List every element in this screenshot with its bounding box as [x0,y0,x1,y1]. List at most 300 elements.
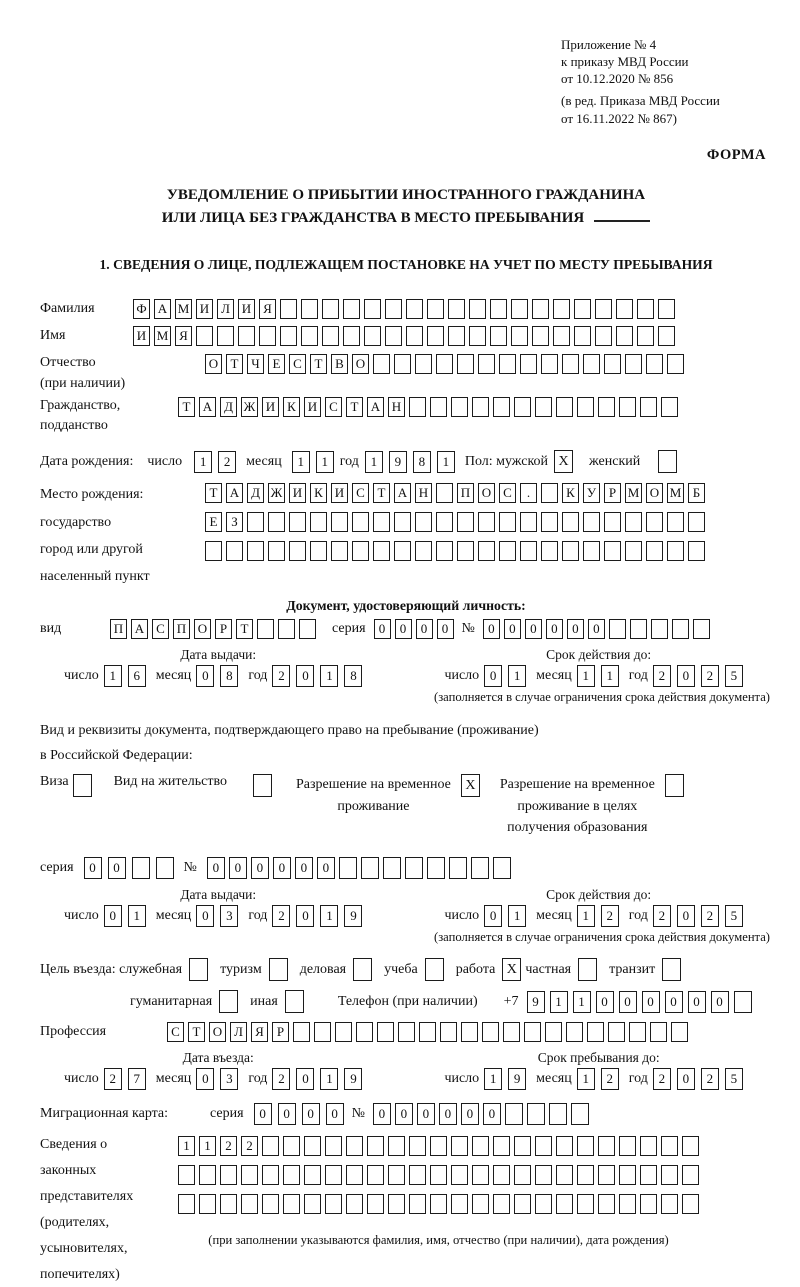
char-cell[interactable] [520,354,537,374]
char-cell[interactable] [493,397,510,417]
char-cell[interactable]: 0 [196,905,214,927]
char-cell[interactable]: А [199,397,216,417]
char-cell[interactable] [331,541,348,561]
char-cell[interactable] [661,397,678,417]
char-cell[interactable] [556,1136,573,1156]
char-cell[interactable] [156,857,174,879]
char-cell[interactable] [199,1194,216,1214]
char-cell[interactable]: И [304,397,321,417]
char-cell[interactable] [409,1165,426,1185]
char-cell[interactable] [661,1165,678,1185]
temp-residence-checkbox[interactable]: X [461,774,480,797]
char-cell[interactable] [562,541,579,561]
char-cell[interactable] [301,326,318,346]
char-cell[interactable] [322,326,339,346]
char-cell[interactable]: А [154,299,171,319]
char-cell[interactable] [574,326,591,346]
purpose-transit-checkbox[interactable] [662,958,681,981]
char-cell[interactable]: 2 [218,451,236,473]
char-cell[interactable]: 0 [84,857,102,879]
char-cell[interactable] [280,326,297,346]
char-cell[interactable] [527,1103,545,1125]
char-cell[interactable] [220,1194,237,1214]
char-cell[interactable] [262,1136,279,1156]
char-cell[interactable] [688,541,705,561]
char-cell[interactable]: 0 [688,991,706,1013]
char-cell[interactable] [343,299,360,319]
purpose-tourism-checkbox[interactable] [269,958,288,981]
char-cell[interactable] [587,1022,604,1042]
char-cell[interactable]: Я [175,326,192,346]
char-cell[interactable] [247,512,264,532]
char-cell[interactable] [299,619,316,639]
char-cell[interactable]: А [131,619,148,639]
char-cell[interactable]: А [394,483,411,503]
char-cell[interactable] [352,512,369,532]
char-cell[interactable] [335,1022,352,1042]
char-cell[interactable] [640,1194,657,1214]
char-cell[interactable] [608,1022,625,1042]
sex-male-checkbox[interactable]: X [554,450,573,473]
char-cell[interactable] [619,1136,636,1156]
char-cell[interactable]: 2 [653,1068,671,1090]
char-cell[interactable] [556,1165,573,1185]
char-cell[interactable] [394,354,411,374]
char-cell[interactable] [490,326,507,346]
char-cell[interactable] [367,1165,384,1185]
char-cell[interactable] [364,326,381,346]
char-cell[interactable] [493,1136,510,1156]
char-cell[interactable] [262,1165,279,1185]
char-cell[interactable] [472,1136,489,1156]
char-cell[interactable]: Т [373,483,390,503]
char-cell[interactable]: П [173,619,190,639]
char-cell[interactable] [427,299,444,319]
char-cell[interactable] [262,1194,279,1214]
char-cell[interactable]: 0 [416,619,433,639]
char-cell[interactable] [352,541,369,561]
char-cell[interactable] [430,1136,447,1156]
char-cell[interactable] [457,354,474,374]
char-cell[interactable]: 0 [273,857,291,879]
char-cell[interactable]: Р [604,483,621,503]
char-cell[interactable]: И [289,483,306,503]
char-cell[interactable]: 1 [601,665,619,687]
char-cell[interactable] [373,354,390,374]
char-cell[interactable]: 0 [374,619,391,639]
char-cell[interactable]: 9 [527,991,545,1013]
char-cell[interactable]: 5 [725,1068,743,1090]
char-cell[interactable] [469,299,486,319]
char-cell[interactable] [671,1022,688,1042]
char-cell[interactable]: Е [205,512,222,532]
char-cell[interactable] [427,857,445,879]
char-cell[interactable] [471,857,489,879]
char-cell[interactable] [583,541,600,561]
char-cell[interactable]: Ф [133,299,150,319]
char-cell[interactable] [430,1165,447,1185]
char-cell[interactable] [482,1022,499,1042]
char-cell[interactable]: М [625,483,642,503]
char-cell[interactable] [304,1194,321,1214]
char-cell[interactable]: 0 [567,619,584,639]
char-cell[interactable]: Ч [247,354,264,374]
char-cell[interactable]: 0 [207,857,225,879]
char-cell[interactable] [405,857,423,879]
char-cell[interactable]: 1 [550,991,568,1013]
char-cell[interactable] [346,1136,363,1156]
char-cell[interactable] [640,1165,657,1185]
char-cell[interactable] [472,397,489,417]
char-cell[interactable] [571,1103,589,1125]
char-cell[interactable] [598,397,615,417]
char-cell[interactable] [478,512,495,532]
char-cell[interactable] [325,1136,342,1156]
char-cell[interactable]: 1 [128,905,146,927]
char-cell[interactable]: О [478,483,495,503]
char-cell[interactable] [415,541,432,561]
char-cell[interactable] [541,354,558,374]
char-cell[interactable]: 0 [642,991,660,1013]
char-cell[interactable] [556,1194,573,1214]
char-cell[interactable]: 0 [483,1103,501,1125]
char-cell[interactable] [577,397,594,417]
char-cell[interactable] [511,299,528,319]
char-cell[interactable] [451,397,468,417]
char-cell[interactable]: С [499,483,516,503]
purpose-humanitarian-checkbox[interactable] [219,990,238,1013]
char-cell[interactable] [220,1165,237,1185]
char-cell[interactable] [637,299,654,319]
char-cell[interactable] [545,1022,562,1042]
char-cell[interactable] [566,1022,583,1042]
char-cell[interactable]: 5 [725,905,743,927]
edu-residence-checkbox[interactable] [665,774,684,797]
char-cell[interactable] [535,1165,552,1185]
char-cell[interactable]: Б [688,483,705,503]
char-cell[interactable]: М [154,326,171,346]
char-cell[interactable] [361,857,379,879]
char-cell[interactable] [178,1165,195,1185]
char-cell[interactable]: П [110,619,127,639]
char-cell[interactable]: А [226,483,243,503]
char-cell[interactable] [493,1194,510,1214]
char-cell[interactable] [514,1194,531,1214]
char-cell[interactable]: 7 [128,1068,146,1090]
char-cell[interactable] [301,299,318,319]
char-cell[interactable]: 2 [653,665,671,687]
char-cell[interactable]: 1 [199,1136,216,1156]
char-cell[interactable]: Т [226,354,243,374]
char-cell[interactable]: 1 [484,1068,502,1090]
char-cell[interactable]: 2 [272,665,290,687]
char-cell[interactable] [280,299,297,319]
char-cell[interactable] [549,1103,567,1125]
char-cell[interactable]: О [352,354,369,374]
purpose-other-checkbox[interactable] [285,990,304,1013]
char-cell[interactable] [595,299,612,319]
char-cell[interactable] [661,1194,678,1214]
char-cell[interactable] [289,541,306,561]
char-cell[interactable]: 1 [577,1068,595,1090]
char-cell[interactable]: 0 [439,1103,457,1125]
char-cell[interactable]: В [331,354,348,374]
char-cell[interactable]: 8 [220,665,238,687]
char-cell[interactable] [247,541,264,561]
char-cell[interactable] [304,1136,321,1156]
char-cell[interactable]: 0 [619,991,637,1013]
char-cell[interactable]: Р [272,1022,289,1042]
char-cell[interactable] [394,512,411,532]
char-cell[interactable] [577,1165,594,1185]
char-cell[interactable] [448,299,465,319]
char-cell[interactable]: О [646,483,663,503]
char-cell[interactable]: 0 [395,619,412,639]
char-cell[interactable] [430,397,447,417]
char-cell[interactable] [625,541,642,561]
char-cell[interactable]: 9 [389,451,407,473]
char-cell[interactable]: 1 [365,451,383,473]
char-cell[interactable]: К [283,397,300,417]
char-cell[interactable]: И [238,299,255,319]
char-cell[interactable]: И [196,299,213,319]
char-cell[interactable] [619,1165,636,1185]
char-cell[interactable]: Т [236,619,253,639]
char-cell[interactable] [293,1022,310,1042]
char-cell[interactable]: 0 [278,1103,296,1125]
char-cell[interactable] [661,1136,678,1156]
char-cell[interactable] [553,326,570,346]
char-cell[interactable] [651,619,668,639]
residence-permit-checkbox[interactable] [253,774,272,797]
char-cell[interactable] [436,354,453,374]
char-cell[interactable] [367,1136,384,1156]
char-cell[interactable]: 0 [302,1103,320,1125]
char-cell[interactable]: Р [215,619,232,639]
char-cell[interactable]: С [289,354,306,374]
sex-female-checkbox[interactable] [658,450,677,473]
char-cell[interactable] [325,1165,342,1185]
char-cell[interactable] [646,354,663,374]
char-cell[interactable] [304,1165,321,1185]
char-cell[interactable] [532,326,549,346]
char-cell[interactable]: 0 [461,1103,479,1125]
char-cell[interactable] [132,857,150,879]
char-cell[interactable] [667,512,684,532]
char-cell[interactable] [409,1136,426,1156]
char-cell[interactable]: И [133,326,150,346]
char-cell[interactable]: З [226,512,243,532]
char-cell[interactable] [283,1165,300,1185]
char-cell[interactable] [388,1194,405,1214]
char-cell[interactable]: С [152,619,169,639]
char-cell[interactable] [583,354,600,374]
char-cell[interactable] [419,1022,436,1042]
char-cell[interactable] [505,1103,523,1125]
purpose-private-checkbox[interactable] [578,958,597,981]
char-cell[interactable] [283,1194,300,1214]
char-cell[interactable] [406,326,423,346]
char-cell[interactable] [553,299,570,319]
char-cell[interactable] [640,1136,657,1156]
char-cell[interactable]: Д [220,397,237,417]
char-cell[interactable]: 0 [596,991,614,1013]
char-cell[interactable] [598,1194,615,1214]
char-cell[interactable]: Т [188,1022,205,1042]
char-cell[interactable]: 1 [194,451,212,473]
char-cell[interactable] [388,1165,405,1185]
char-cell[interactable] [562,354,579,374]
purpose-official-checkbox[interactable] [189,958,208,981]
char-cell[interactable] [511,326,528,346]
char-cell[interactable]: 0 [437,619,454,639]
char-cell[interactable] [562,512,579,532]
char-cell[interactable]: Т [178,397,195,417]
char-cell[interactable]: 0 [373,1103,391,1125]
char-cell[interactable] [346,1194,363,1214]
char-cell[interactable]: 0 [711,991,729,1013]
char-cell[interactable] [394,541,411,561]
char-cell[interactable] [406,299,423,319]
char-cell[interactable] [577,1136,594,1156]
char-cell[interactable] [535,1194,552,1214]
char-cell[interactable]: Ж [268,483,285,503]
char-cell[interactable] [604,354,621,374]
char-cell[interactable]: 0 [484,665,502,687]
char-cell[interactable] [478,354,495,374]
char-cell[interactable]: Т [205,483,222,503]
char-cell[interactable] [667,354,684,374]
char-cell[interactable]: 3 [220,905,238,927]
char-cell[interactable] [415,512,432,532]
char-cell[interactable] [385,299,402,319]
char-cell[interactable] [637,326,654,346]
char-cell[interactable] [205,541,222,561]
char-cell[interactable]: 2 [701,905,719,927]
char-cell[interactable] [436,483,453,503]
char-cell[interactable]: 9 [344,905,362,927]
char-cell[interactable]: 2 [701,665,719,687]
char-cell[interactable]: 0 [546,619,563,639]
char-cell[interactable] [604,512,621,532]
char-cell[interactable] [499,512,516,532]
char-cell[interactable]: Н [415,483,432,503]
char-cell[interactable]: 8 [413,451,431,473]
char-cell[interactable]: 1 [104,665,122,687]
char-cell[interactable]: О [205,354,222,374]
char-cell[interactable] [457,512,474,532]
purpose-study-checkbox[interactable] [425,958,444,981]
char-cell[interactable] [457,541,474,561]
char-cell[interactable]: 0 [254,1103,272,1125]
char-cell[interactable] [217,326,234,346]
char-cell[interactable]: 0 [677,905,695,927]
char-cell[interactable]: 1 [508,665,526,687]
char-cell[interactable]: К [562,483,579,503]
char-cell[interactable] [646,541,663,561]
char-cell[interactable] [693,619,710,639]
char-cell[interactable]: 2 [104,1068,122,1090]
char-cell[interactable]: 0 [104,905,122,927]
char-cell[interactable] [346,1165,363,1185]
char-cell[interactable]: Т [346,397,363,417]
char-cell[interactable]: 1 [316,451,334,473]
char-cell[interactable] [532,299,549,319]
char-cell[interactable]: . [520,483,537,503]
char-cell[interactable]: 0 [588,619,605,639]
char-cell[interactable] [598,1165,615,1185]
char-cell[interactable]: Н [388,397,405,417]
char-cell[interactable] [367,1194,384,1214]
char-cell[interactable] [503,1022,520,1042]
char-cell[interactable]: 2 [272,905,290,927]
char-cell[interactable] [322,299,339,319]
char-cell[interactable] [451,1136,468,1156]
char-cell[interactable] [535,397,552,417]
char-cell[interactable]: У [583,483,600,503]
char-cell[interactable] [629,1022,646,1042]
char-cell[interactable] [461,1022,478,1042]
char-cell[interactable] [682,1136,699,1156]
char-cell[interactable] [734,991,752,1013]
char-cell[interactable] [682,1165,699,1185]
char-cell[interactable]: 2 [701,1068,719,1090]
char-cell[interactable] [436,541,453,561]
char-cell[interactable]: С [352,483,369,503]
char-cell[interactable]: 0 [317,857,335,879]
char-cell[interactable]: Ж [241,397,258,417]
char-cell[interactable]: 1 [437,451,455,473]
char-cell[interactable] [241,1194,258,1214]
char-cell[interactable]: 9 [344,1068,362,1090]
char-cell[interactable] [630,619,647,639]
char-cell[interactable] [398,1022,415,1042]
char-cell[interactable]: 0 [483,619,500,639]
char-cell[interactable] [283,1136,300,1156]
char-cell[interactable]: 2 [601,1068,619,1090]
char-cell[interactable]: 1 [320,1068,338,1090]
char-cell[interactable] [289,512,306,532]
char-cell[interactable] [436,512,453,532]
char-cell[interactable]: 0 [677,1068,695,1090]
char-cell[interactable]: 0 [296,905,314,927]
char-cell[interactable] [409,1194,426,1214]
char-cell[interactable] [556,397,573,417]
char-cell[interactable]: 0 [395,1103,413,1125]
char-cell[interactable]: П [457,483,474,503]
purpose-business-checkbox[interactable] [353,958,372,981]
char-cell[interactable]: М [175,299,192,319]
char-cell[interactable] [490,299,507,319]
char-cell[interactable] [472,1194,489,1214]
char-cell[interactable]: О [209,1022,226,1042]
char-cell[interactable]: 0 [677,665,695,687]
char-cell[interactable] [241,1165,258,1185]
char-cell[interactable] [625,512,642,532]
char-cell[interactable] [604,541,621,561]
char-cell[interactable]: 2 [601,905,619,927]
char-cell[interactable] [448,326,465,346]
char-cell[interactable] [672,619,689,639]
char-cell[interactable]: 0 [296,1068,314,1090]
char-cell[interactable] [356,1022,373,1042]
char-cell[interactable] [178,1194,195,1214]
char-cell[interactable] [310,512,327,532]
char-cell[interactable]: 0 [525,619,542,639]
char-cell[interactable]: 1 [573,991,591,1013]
char-cell[interactable]: 0 [417,1103,435,1125]
char-cell[interactable]: 0 [504,619,521,639]
